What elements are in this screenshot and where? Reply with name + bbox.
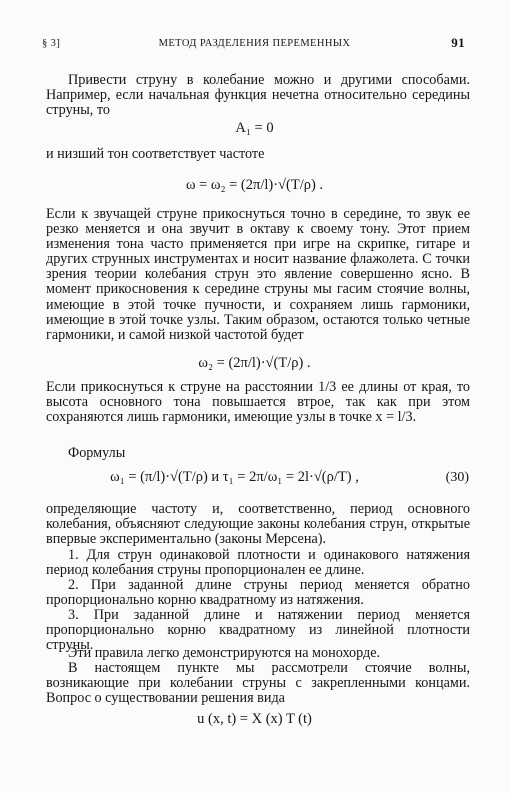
- equation-separation: u (x, t) = X (x) T (t): [197, 711, 312, 727]
- paragraph-5: Формулы: [68, 445, 126, 461]
- page-number: 91: [451, 35, 465, 50]
- law-1: 1. Для струн одинаковой плотности и одинакового натяжения период колебания струны пропорционален ее длине.: [46, 547, 470, 579]
- equation-a1: A₁ = 0: [235, 120, 274, 136]
- paragraph-4: Если прикоснуться к струне на расстоянии 1/3 ее длины от края, то высота основного тона повышается втрое, так как при этом сохраняются лишь гармоники, имеющие узлы в точке x = l/3.: [46, 379, 470, 426]
- running-header-title: МЕТОД РАЗДЕЛЕНИЯ ПЕРЕМЕННЫХ: [158, 38, 351, 49]
- paragraph-10: Эти правила легко демонстрируются на монохорде.: [68, 645, 381, 661]
- equation-30: ω₁ = (π/l)·√(T/ρ) и τ₁ = 2π/ω₁ = 2l·√(ρ/T) ,: [110, 469, 359, 485]
- law-3: 3. При заданной длине и натяжении период меняется пропорционально корню квадратному из линейной плотности струны.: [46, 607, 470, 654]
- running-header-section: § 3]: [42, 38, 61, 49]
- paragraph-2: и низший тон соответствует частоте: [46, 146, 265, 162]
- equation-omega2: ω₂ = (2π/l)·√(T/ρ) .: [198, 355, 311, 371]
- law-2: 2. При заданной длине струны период меняется обратно пропорционально корню квадратному из натяжения.: [46, 577, 470, 609]
- equation-omega: ω = ω₂ = (2π/l)·√(T/ρ) .: [185, 177, 324, 193]
- equation-number: (30): [445, 470, 469, 485]
- paragraph-11: В настоящем пункте мы рассмотрели стоячие волны, возникающие при колебании струны с закрепленными концами. Вопрос о существовании решения вида: [46, 660, 470, 707]
- paragraph-3: Если к звучащей струне прикоснуться точно в середине, то звук ее резко меняется и она звучит в октаву к своему тону. Этот прием изменения тона часто применяется при игре на скрипке, гитаре и других струнных инструментах и носит название флажолета. С точки зрения теории колебания струн это явление совершенно ясно. В момент прикосновения к середине струны мы гасим стоячие волны, имеющие в этой точке пучности, и сохраняем лишь гармоники, имеющие в этой точке узлы. Таким образом, остаются только четные гармоники, и самой низкой частотой будет: [46, 206, 470, 343]
- paragraph-6: определяющие частоту и, соответственно, период основного колебания, объясняют следующие законы колебания струн, открытые впервые экспериментально (законы Мерсена).: [46, 501, 470, 548]
- paragraph-1: Привести струну в колебание можно и другими способами. Например, если начальная функция нечетна относительно середины струны, то: [46, 72, 470, 119]
